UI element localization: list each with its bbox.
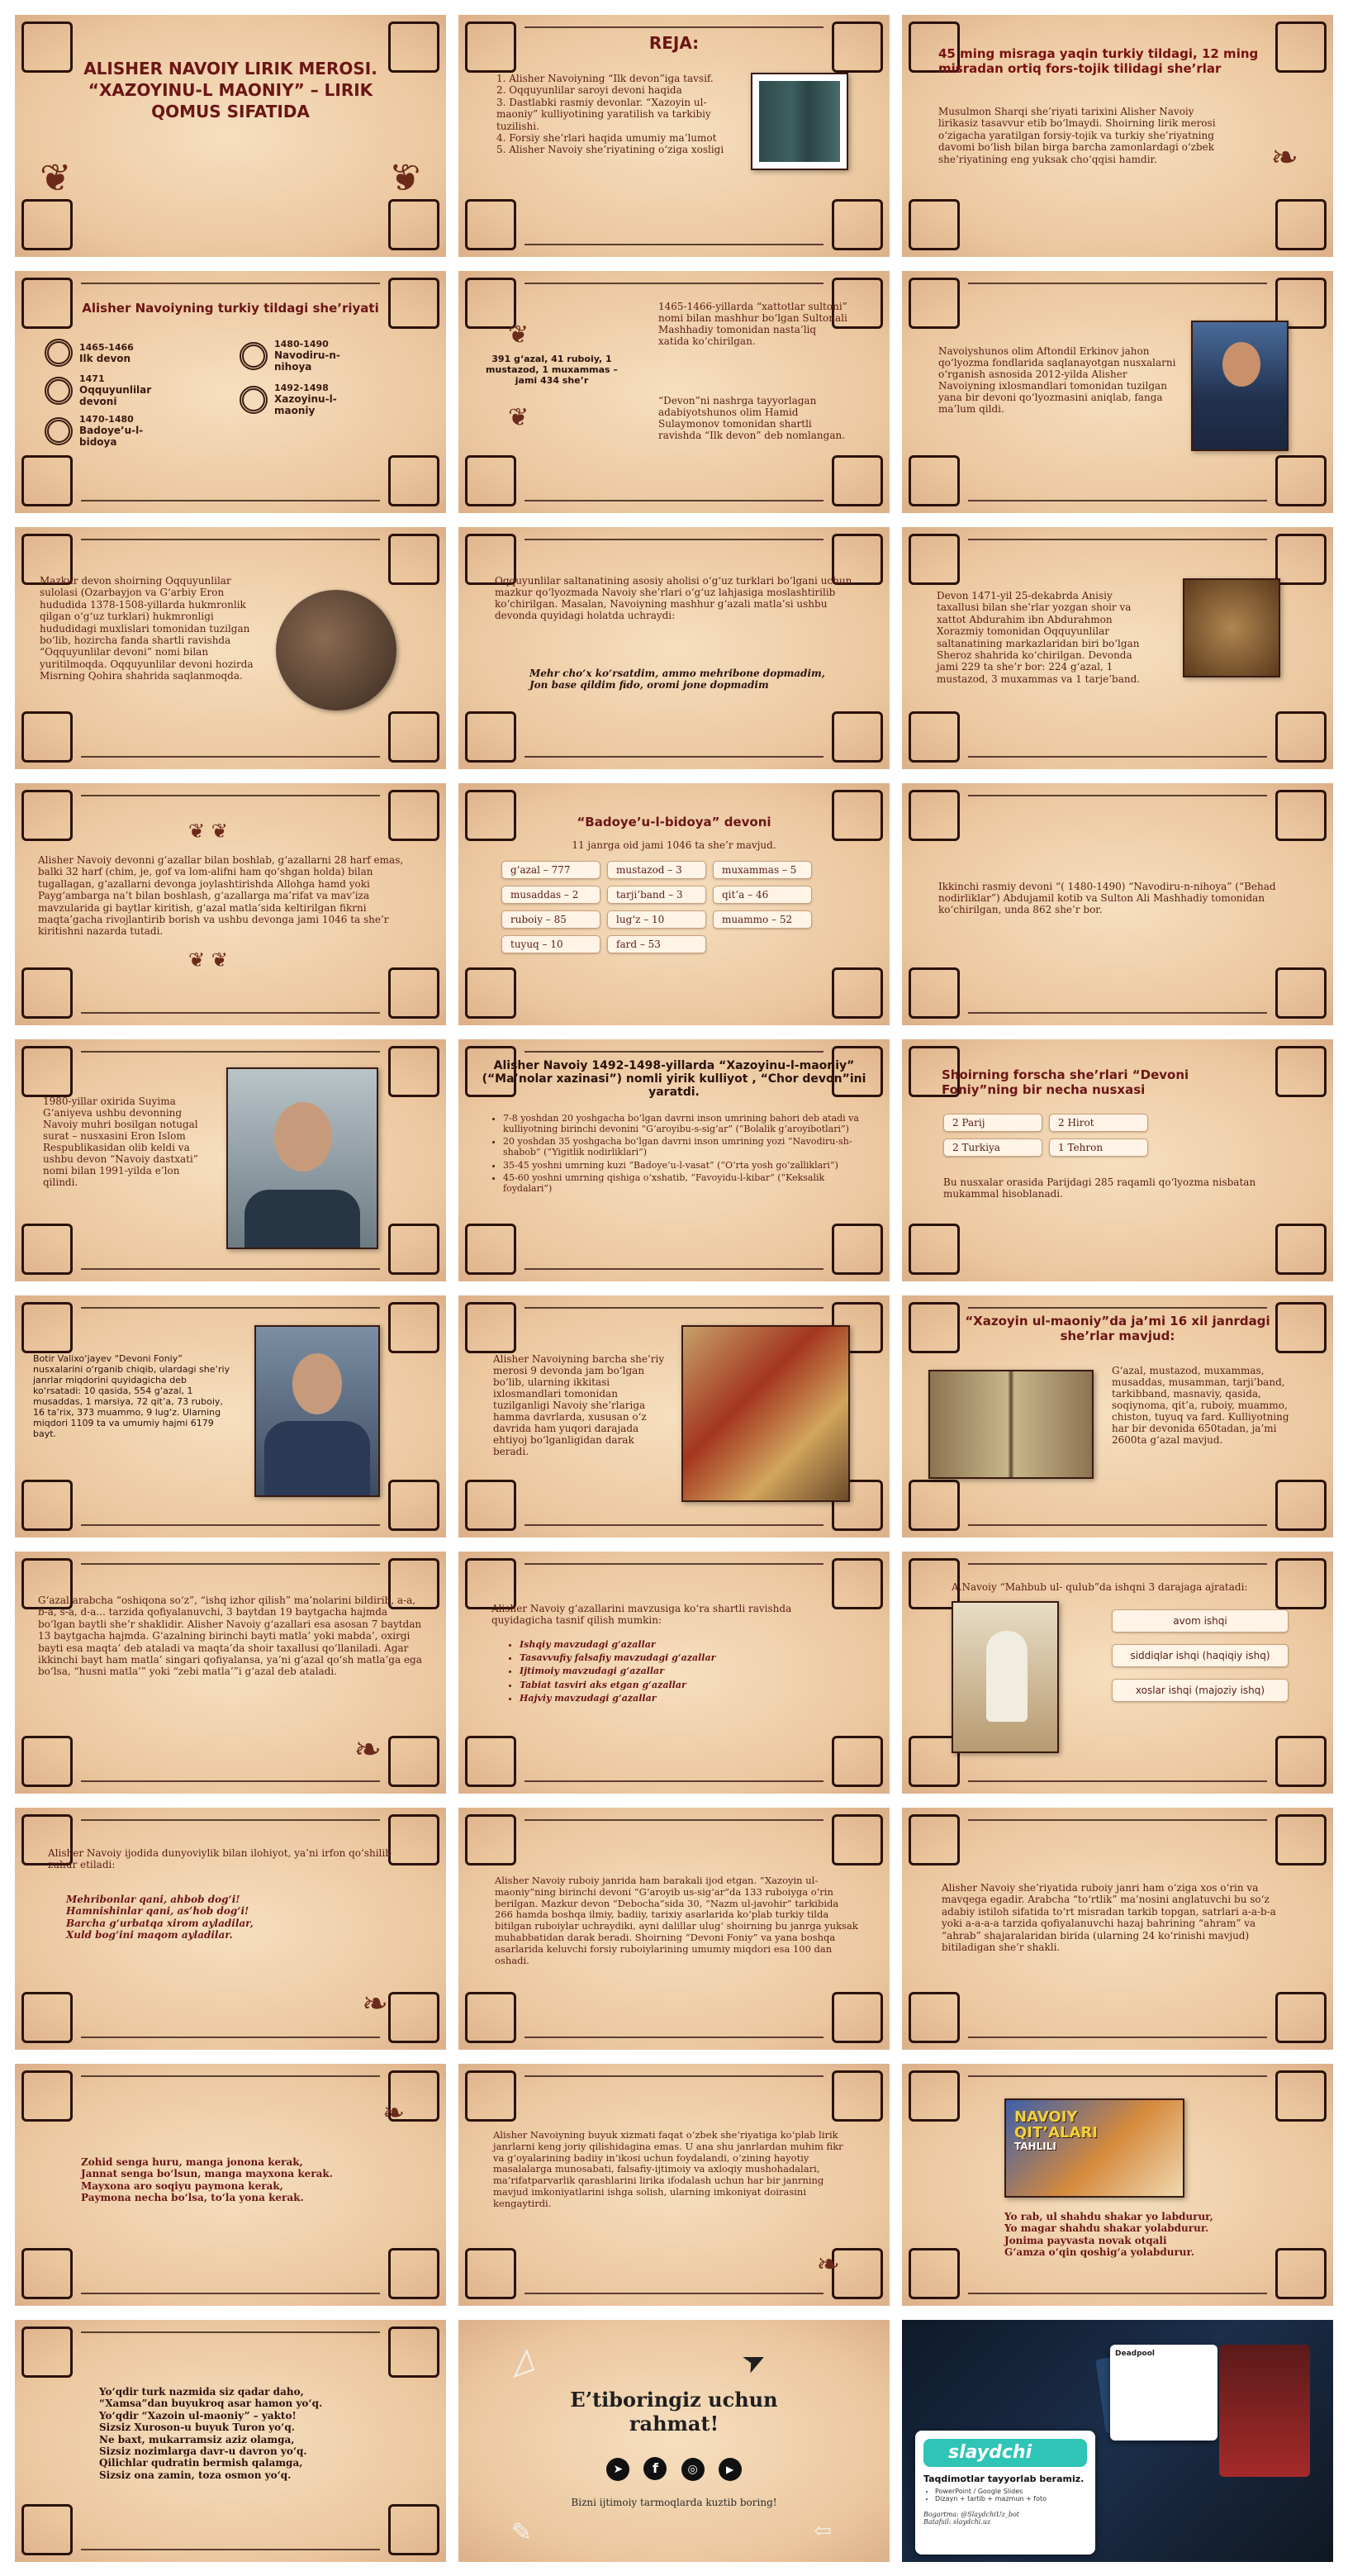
slide-body: Navoiyshunos olim Aftondil Erkinov jahon qo‘lyozma fondlarida saqlanayotgan nusxalarni o‘rganish asnosida 2012-yilda Alisher Navoiyning ixlosmandlari tomonidan tuzilgan yana bir devoni qo‘lyozmasini aniqlab, fanga ma’lum qildi.: [938, 345, 1176, 415]
miniature-image: [952, 1601, 1059, 1753]
plan-item: 2. Oqquyunlilar saroyi devoni haqida: [496, 84, 682, 97]
slide-6: [902, 271, 1333, 513]
timeline-left: [45, 339, 170, 448]
slide-body: Mazkur devon shoirning Oqquyunlilar sulolasi (Ozarbayjon va G‘arbiy Eron hududida 1378-1508-yillarda hukmronlik qilgan o‘g‘uz turklari) hukmronligi hududidagi muxlislari tomonidan tuzilgan bo‘lib, hozircha fanda shartli ravishda “Oqquyunlilar devoni” nomi bilan yuritilmoqda. Oqquyunlilar devoni hozirda Misrning Qohira shahrida saqlanmoqda.: [40, 575, 254, 682]
devon-name: Xazoyinu-l-maoniy: [274, 393, 337, 416]
copy-pill: 2 Turkiya: [943, 1138, 1042, 1157]
swirl-ornament-icon: ❧: [1270, 139, 1298, 177]
slide-title: Alisher Navoiy 1492-1498-yillarda “Xazoyinu-l-maoniy” (“Ma’nolar xazinasi”) nomli yirik kulliyot , “Chor devon”ini yaratdi.: [482, 1059, 866, 1099]
swirl-ornament-icon: ❧: [354, 1731, 382, 1769]
slide-body: Alisher Navoiy devonni g‘azallar bilan boshlab, g‘azallarni 28 harf emas, balki 32 harf (chim, je, gof va lom-alifni ham qo‘shgan holda) bilan tugallagan, g‘azallarni devonga joylashtirishda Allohga hamd yoki Payg‘ambarga na’t bilan boshlash, g‘azallarga ma’rifat va mav’iza mavzularida gi baytlar kiritish, g‘azal matla’sida keltirilgan fikrni maqta’gacha rivojlantirib borish va ushbu devonga jami 1046 ta she’r kiritishni nazarda tutadi.: [38, 854, 404, 938]
plan-item: 5. Alisher Navoiy she’riyatining o‘ziga xosligi: [496, 144, 724, 156]
cover-image: [1004, 2098, 1184, 2198]
slide-15: [902, 1039, 1333, 1281]
genre-pill: qit’a – 46: [713, 886, 812, 904]
verse: [99, 2386, 322, 2481]
slide-body: Bu nusxalar orasida Parijdagi 285 raqamli qo‘lyozma nisbatan mukammal hisoblanadi.: [943, 1176, 1256, 1200]
genre-pill: ruboiy – 85: [501, 910, 600, 929]
theme-item: • Ijtimoiy mavzudagi g‘azallar: [520, 1666, 857, 1676]
devon-name: Ilk devon: [79, 352, 131, 364]
slide-body: Alisher Navoiyning buyuk xizmati faqat o‘zbek she’riyatiga ko‘plab lirik janrlarni keng joriy qilishidagina emas. U ana shu janrlardan muhim fikr va g‘oyalarining badiiy in’ikosi uchun foydalandi, o‘zining hayotiy masalalarga munosabati, falsafiy-ijtimoiy va axloqiy mushohadalari, ma’rifatparvarlik qarashlarini lirika ifodalash uchun har bir janrning mavjud imkoniyatlarini ishga solish, ularning imkoniyat doirasini kengaytirdi.: [493, 2129, 843, 2209]
copy-pill: 2 Hirot: [1049, 1114, 1148, 1132]
verse: [66, 1894, 254, 1942]
ring-icon: [45, 377, 73, 405]
slide-13: [15, 1039, 446, 1281]
ring-icon: [45, 417, 73, 445]
plan-item: 4. Forsiy she’rlari haqida umumiy ma’lumot: [496, 131, 717, 144]
promo-item: • Dizayn + tartib + mazmun + foto: [935, 2495, 1087, 2502]
manuscript-image: [928, 1370, 1094, 1479]
verse-line: Yo‘qdir turk nazmida siz qadar daho,: [99, 2386, 304, 2398]
ring-icon: [45, 339, 73, 367]
theme-item: • Tabiat tasviri aks etgan g‘azallar: [520, 1680, 857, 1690]
verse-line: Sizsiz ona zamin, toza osmon yo‘q.: [99, 2469, 292, 2481]
verse-line: Sizsiz nozimlarga davr-u davron yo‘q.: [99, 2445, 307, 2457]
slide-1: [15, 15, 446, 257]
genre-pill: muammo – 52: [713, 910, 812, 929]
contact-site[interactable]: Batafsil: slaydchi.uz: [923, 2518, 991, 2526]
slide-title: “Xazoyin ul-maoniy”da ja’mi 16 xil janrdagi she’rlar mavjud:: [965, 1314, 1270, 1343]
corner-ornament: [388, 199, 439, 250]
slide-body: Oqquyunlilar saltanatining asosiy aholisi o‘g‘uz turklari bo‘lgani uchun mazkur qo‘lyozmada Navoiy she’rlari o‘g‘uz lahjasiga moslashtirilib ko‘chirilgan. Masalan, Navoiyning mashhur g‘azali matla’si ushbu devonda quyidagi holatda uchraydi:: [495, 575, 852, 621]
timeline-right: [240, 339, 365, 416]
love-level: xoslar ishqi (majoziy ishq): [1112, 1679, 1289, 1702]
portrait-image: [254, 1325, 380, 1497]
year: 1470-1480: [79, 414, 134, 425]
plan-list: [496, 73, 740, 156]
verse-line: Yo magar shahdu shakar yolabdurur.: [1004, 2222, 1209, 2235]
divider-ornament-icon: ❦ ❦: [188, 820, 228, 843]
verse-line: Paymona necha bo‘lsa, to‘la yona kerak.: [81, 2192, 304, 2204]
slide-title: ALISHER NAVOIY LIRIK MEROSI. “XAZOYINU-L MAONIY” – LIRIK QOMUS SIFATIDA: [83, 59, 377, 121]
verse-line: Qilichlar qudratin bermish qalamga,: [99, 2457, 303, 2469]
paragraph-1: 1465-1466-yillarda “xattotlar sultoni” nomi bilan mashhur bo‘lgan Sultonali Mashhadiy tomonidan nasta’liq xatida ko‘chirilgan.: [658, 301, 847, 347]
manuscript-image: [1183, 578, 1280, 677]
verse: [81, 2156, 333, 2204]
year: 1471: [79, 373, 105, 384]
slide-28: [15, 2320, 446, 2562]
verse-line: Yo rab, ul shahdu shakar yo labdurur,: [1004, 2211, 1213, 2222]
slide-body: Alisher Navoiy she’riyatida ruboiy janri ham o‘ziga xos o‘rin va mavqega egadir. Arabcha “to‘rtlik” ma’nosini anglatuvchi bu so‘z adabiy istiloh sifatida to‘rt misradan tarkib topgan, satrlari a-a-b-a yoki a-a-a-a tarzida qofiyalanuvchi hazaj bahrining “ahram” va “ahrab” shajaralaridan birida (ularning 24 ko‘rinishi mavjud) bitiladigan she’r shakli.: [942, 1882, 1276, 1953]
slide-body: Ikkinchi rasmiy devoni “( 1480-1490) “Navodiru-n-nihoya” (“Behad nodirliklar”) Abdujamil kotib va Sulton Ali Mashhadiy tomonidan ko‘chirilgan, unda 862 she’r bor.: [938, 881, 1276, 915]
slide-16: [15, 1295, 446, 1538]
promo-list: [935, 2488, 1087, 2502]
slide-22: [15, 1808, 446, 2050]
verse-line: Mehribonlar qani, ahbob dog‘i!: [66, 1894, 240, 1905]
corner-ornament: [21, 199, 73, 250]
contact-bot[interactable]: Bogartma: @SlaydchiUz_bot: [923, 2511, 1019, 2518]
verse-line: Ne baxt, mukarramsiz aziz olamga,: [99, 2433, 295, 2445]
slide-27: [902, 2064, 1333, 2306]
devon-name: Navodiru-n-nihoya: [274, 349, 340, 373]
cover-title-line: TAHLILI: [1014, 2140, 1056, 2152]
verse-line: Mehr cho‘x ko‘rsatdim, ammo mehribone dopmadim,: [529, 668, 825, 679]
love-level: siddiqlar ishqi (haqiqiy ishq): [1112, 1644, 1289, 1667]
card-title: Deadpool: [1115, 2350, 1155, 2358]
arrow-icon: ➤: [736, 2341, 772, 2382]
divider-ornament-icon: ❦ ❦: [188, 948, 228, 972]
genre-pill: musaddas – 2: [501, 886, 600, 904]
ring-icon: [240, 386, 268, 414]
slide-title: REJA:: [648, 33, 700, 53]
verse-line: Mayxona aro soqiyu paymona kerak,: [81, 2179, 283, 2192]
genre-pill: muxammas – 5: [713, 861, 812, 879]
youtube-icon[interactable]: ▶: [719, 2458, 742, 2481]
scroll-ornament-icon: ❦: [508, 403, 529, 432]
slide-body: 1980-yillar oxirida Suyima G‘aniyeva ushbu devonning Navoiy muhri bosilgan notugal surat – nusxasini Eron Islom Respublikasidan olib keldi va ushbu devon “Navoiy dastxati” nomi bilan 1991-yilda e’lon qilindi.: [43, 1096, 198, 1188]
slide-body: Alisher Navoiy g‘azallarini mavzusiga ko‘ra shartli ravishda quyidagicha tasnif qilish mumkin:: [491, 1603, 792, 1626]
verse-line: “Xamsa”dan buyukroq asar hamon yo‘q.: [99, 2398, 323, 2410]
genre-pill: tuyuq – 10: [501, 935, 600, 953]
slide-subtitle: 11 janrga oid jami 1046 ta she’r mavjud.: [572, 839, 776, 851]
love-levels: [1112, 1609, 1289, 1702]
telegram-icon[interactable]: ➤: [606, 2458, 629, 2481]
slide-21: [902, 1552, 1333, 1794]
slide-body: Alisher Navoiy ruboiy janrida ham barakali ijod etgan. “Xazoyin ul-maoniy”ning birinchi devoni “G‘aroyib us-sig‘ar”da 133 ruboiyga o‘rin berilgan. Mazkur devon “Debocha”sida 30, “Nazm ul-javohir” tarkibida 266 hamda boshqa ilmiy, badiiy, tarixiy asarlarida ko‘plab turkiy tilda bitilgan ruboiylar uchraydiki, ayni dalillar ulug‘ shoirning bu janrga yuksak muhabbatidan darak beradi. Shoirning “Devoni Foniy” va yana boshqa asarlarida keluvchi forsiy ruboiylarining umumiy miqdori esa 100 dan oshadi.: [495, 1875, 858, 1966]
paragraph-2: “Devon”ni nashrga tayyorlagan adabiyotshunos olim Hamid Sulaymonov tomonidan shartli ravishda “Ilk devon” deb nomlangan.: [658, 395, 846, 441]
verse-line: Sizsiz Xuroson-u buyuk Turon yo‘q.: [99, 2422, 295, 2434]
verse-line: Xuld bog‘ini maqom ayladilar.: [66, 1929, 233, 1942]
scroll-ornament-icon: ❦: [508, 321, 529, 349]
swirl-ornament-icon: ❧: [382, 2097, 405, 2128]
verse-line: Yo‘qdir “Xazoin ul-maoniy” – yakto!: [99, 2409, 297, 2422]
slide-10: [15, 783, 446, 1025]
age-item: • 35-45 yoshni umrning kuzi “Badoye’u-l-vasat” (“O‘rta yosh go‘zalliklari”): [503, 1161, 865, 1172]
verse-line: Jon base qildim fido, oromi jone dopmadim: [529, 679, 769, 691]
slide-7: [15, 527, 446, 769]
theme-list: [520, 1639, 857, 1706]
genre-pill: g‘azal – 777: [501, 861, 600, 879]
slide-body: Botir Valixo‘jayev “Devoni Foniy” nusxalarini o‘rganib chiqib, ulardagi she’riy janrlar miqdorini quyidagicha deb ko‘rsatadi: 10 qasida, 554 g‘azal, 1 musaddas, 1 marsiya, 72 qit’a, 73 ruboiy, 16 ta’rix, 373 muammo, 9 lug‘z. Ularning miqdori 1109 ta va umumiy hajmi 6179 bayt.: [33, 1353, 230, 1439]
slide-body: Alisher Navoiy ijodida dunyoviylik bilan ilohiyot, ya’ni irfon qo‘shilib zuhur etiladi:: [48, 1847, 392, 1870]
theme-item: • Tasavvufiy falsafiy mavzudagi g‘azallar: [520, 1652, 857, 1663]
verse-line: Barcha g‘urbatqa xirom ayladilar,: [66, 1917, 254, 1929]
pen-icon: ✎: [511, 2518, 533, 2547]
ring-icon: [240, 342, 268, 370]
year: 1480-1490: [274, 339, 329, 349]
slide-12: [902, 783, 1333, 1025]
floral-ornament-icon: ❦: [40, 155, 72, 200]
cover-title: [1014, 2110, 1098, 2151]
miniature-image: [681, 1325, 850, 1502]
swirl-ornament-icon: ❧: [816, 2248, 840, 2281]
theme-item: • Hajviy mavzudagi g‘azallar: [520, 1693, 857, 1704]
slide-19: [15, 1552, 446, 1794]
slide-4: [15, 271, 446, 513]
year: 1492-1498: [274, 383, 329, 393]
devon-name: Badoye’u-l-bidoya: [79, 425, 144, 448]
promo-item: • PowerPoint / Google Slides: [935, 2488, 1087, 2495]
slide-title: A.Navoiy “Mahbub ul- qulub”da ishqni 3 darajaga ajratadi:: [952, 1581, 1248, 1593]
slide-30: [902, 2320, 1333, 2562]
theme-item: • Ishqiy mavzudagi g‘azallar: [520, 1639, 857, 1650]
genre-pill: lug‘z – 10: [607, 910, 706, 929]
slide-26: [458, 2064, 890, 2306]
promo-card: [915, 2431, 1095, 2555]
verse-line: Zohid senga huru, manga jonona kerak,: [81, 2156, 303, 2168]
brand-logo: slaydchi: [923, 2439, 1087, 2467]
genre-pill: tarji’band – 3: [607, 886, 706, 904]
arrow-icon: ⇦: [814, 2519, 832, 2544]
book-image: [276, 590, 396, 711]
slide-title: Alisher Navoiyning turkiy tildagi she’riyati: [82, 301, 379, 316]
slide-2: [458, 15, 890, 257]
copy-pill: 1 Tehron: [1049, 1138, 1148, 1157]
genre-grid: [498, 858, 857, 957]
devon-name: Oqquyunlilar devoni: [79, 384, 152, 407]
footer-text: Bizni ijtimoiy tarmoqlarda kuztib boring!: [571, 2497, 777, 2508]
cover-title-line: NAVOIY: [1014, 2108, 1078, 2126]
slide-24: [902, 1808, 1333, 2050]
slide-title: Shoirning forscha she’rlari “Devoni Foniy”ning bir necha nusxasi: [942, 1067, 1189, 1097]
slide-body: G‘azal arabcha “oshiqona so‘z”, “ishq izhor qilish” ma’nolarini bildirib, a-a, b-a, s-a, d-a... tarzida qofiyalanuvchi, 3 baytdan 19 baytgacha hajmda bo‘lgan baytli she’r shaklidir. Alisher Navoiy g‘azallari esa asosan 7 baytdan 13 baytgacha hajmda. G‘azalning birinchi bayti matla’ yoki mabda’, oxirgi bayti esa maqta’ deb ataladi va maqta’da shoir taxallusi qo‘llaniladi. Agar ikkinchi bayt ham matla’ singari qofiyalansa, ya’ni g‘azal qo‘sh matla’ga ega bo‘lsa, “husni matla’” yoki “zebi matla’”i g‘azal deb ataladi.: [38, 1595, 422, 1678]
plan-item: 3. Dastlabki rasmiy devonlar. “Xazoyin ul-maoniy” kulliyotining yaratilish va tarkibiy tuzilishi.: [496, 96, 711, 132]
slide-body: G‘azal, mustazod, muxammas, musaddas, musamman, tarji’band, tarkibband, masnaviy, qasida, soqiynoma, qit’a, ruboiy, muammo, chiston, tuyuq va fard. Kulliyotning har bir devonida 650tadan, ja’mi 2600ta g‘azal mavjud.: [1112, 1365, 1289, 1446]
copy-pill: 2 Parij: [943, 1114, 1042, 1132]
slide-20: [458, 1552, 890, 1794]
verse-line: Jannat senga bo‘lsun, manga mayxona kerak.: [81, 2168, 333, 2180]
verse: [1004, 2211, 1213, 2259]
slide-5: [458, 271, 890, 513]
slide-18: [902, 1295, 1333, 1538]
love-level: avom ishqi: [1112, 1609, 1289, 1633]
portrait-image: [1191, 321, 1289, 451]
slide-8: [458, 527, 890, 769]
instagram-icon[interactable]: ◎: [681, 2458, 705, 2481]
age-list: [503, 1114, 865, 1196]
verse-line: Hamnishinlar qani, as’hob dog‘i!: [66, 1905, 249, 1918]
age-item: • 7-8 yoshdan 20 yoshgacha bo‘lgan davrni inson umrining bahori deb atadi va kulliyotning birinchi devonini “G‘aroyibu-s-sig‘ar” (“Bolalik g‘aroyibotlari”): [503, 1114, 865, 1134]
verse: [529, 668, 825, 691]
slide-title: 45 ming misraga yaqin turkiy tildagi, 12 ming misradan ortiq fors-tojik tilidagi she’rlar: [938, 46, 1259, 76]
cover-title-line: QIT’ALARI: [1014, 2123, 1099, 2141]
slide-11: [458, 783, 890, 1025]
slide-25: [15, 2064, 446, 2306]
promo-heading: Taqdimotlar tayyorlab beramiz.: [923, 2474, 1085, 2484]
verse-line: G‘amza o‘qin qoshig‘a yolabdurur.: [1004, 2246, 1194, 2259]
slide-body: Musulmon Sharqi she’riyati tarixini Alisher Navoiy lirikasiz tasavvur etib bo‘lmaydi. Shoirning lirik merosi o‘zigacha yaratilgan forsiy-tojik va turkiy she’riyatning davomi bo‘lish bilan birga barcha zamonlardagi o‘zbek she’riyatining eng yuksak cho‘qqisi hamdir.: [938, 106, 1216, 165]
plan-item: 1. Alisher Navoiyning “Ilk devon”iga tavsif.: [496, 73, 714, 84]
copies-grid: [940, 1110, 1188, 1160]
slide-14: [458, 1039, 890, 1281]
slide-body: Devon 1471-yil 25-dekabrda Anisiy taxallusi bilan she’rlar yozgan shoir va xattot Abdurahim ibn Abdurahmon Xorazmiy tomonidan Oqquyunlilar saltanatining markazlaridan biri bo‘lgan Sheroz shahrida ko‘chirilgan. Devonda jami 229 ta she’r bor: 224 g‘azal, 1 mustazod, 3 muxammas va 1 tarje’band.: [937, 590, 1141, 685]
slide-29: [458, 2320, 890, 2562]
year: 1465-1466: [79, 341, 134, 353]
swirl-ornament-icon: ❧: [362, 1985, 388, 2022]
genre-pill: mustazod – 3: [607, 861, 706, 879]
preview-image: [1219, 2345, 1310, 2477]
social-icons: [458, 2457, 890, 2481]
stats-text: 391 g‘azal, 41 ruboiy, 1 mustazod, 1 muxammas – jami 434 she’r: [486, 354, 618, 386]
verse-line: Jonima payvasta novak otqali: [1004, 2234, 1167, 2246]
slide-title: “Badoye’u-l-bidoya” devoni: [577, 815, 771, 829]
slide-3: [902, 15, 1333, 257]
age-item: • 20 yoshdan 35 yoshgacha bo‘lgan davrni inson umrining yozi “Navodiru-sh-shabob” (“Yigitlik nodirliklari”): [503, 1137, 865, 1157]
preview-card: [1110, 2345, 1217, 2441]
thank-you-title: E’tiboringiz uchun rahmat!: [570, 2388, 778, 2436]
genre-pill: fard – 53: [607, 935, 706, 953]
age-item: • 45-60 yoshni umrning qishiga o‘xshatib, “Favoyidu-l-kibar” (“Keksalik foydalari”): [503, 1173, 865, 1194]
portrait-image: [226, 1067, 378, 1249]
slide-23: [458, 1808, 890, 2050]
ruler-icon: ◿: [502, 2341, 536, 2382]
floral-ornament-icon: ❦: [389, 155, 421, 200]
slide-body: Alisher Navoiyning barcha she’riy merosi 9 devonda jam bo‘lgan bo‘lib, ularning ikkitasi ixlosmandlari tomonidan tuzilganligi Navoiy she’rlariga hamma davrlarda, xususan o‘z davrida ham yuqori darajada ehtiyoj bo‘lganligidan darak beradi.: [493, 1353, 665, 1457]
facebook-icon[interactable]: f: [643, 2457, 667, 2480]
slide-9: [902, 527, 1333, 769]
slide-17: [458, 1295, 890, 1538]
books-image: [751, 73, 848, 170]
